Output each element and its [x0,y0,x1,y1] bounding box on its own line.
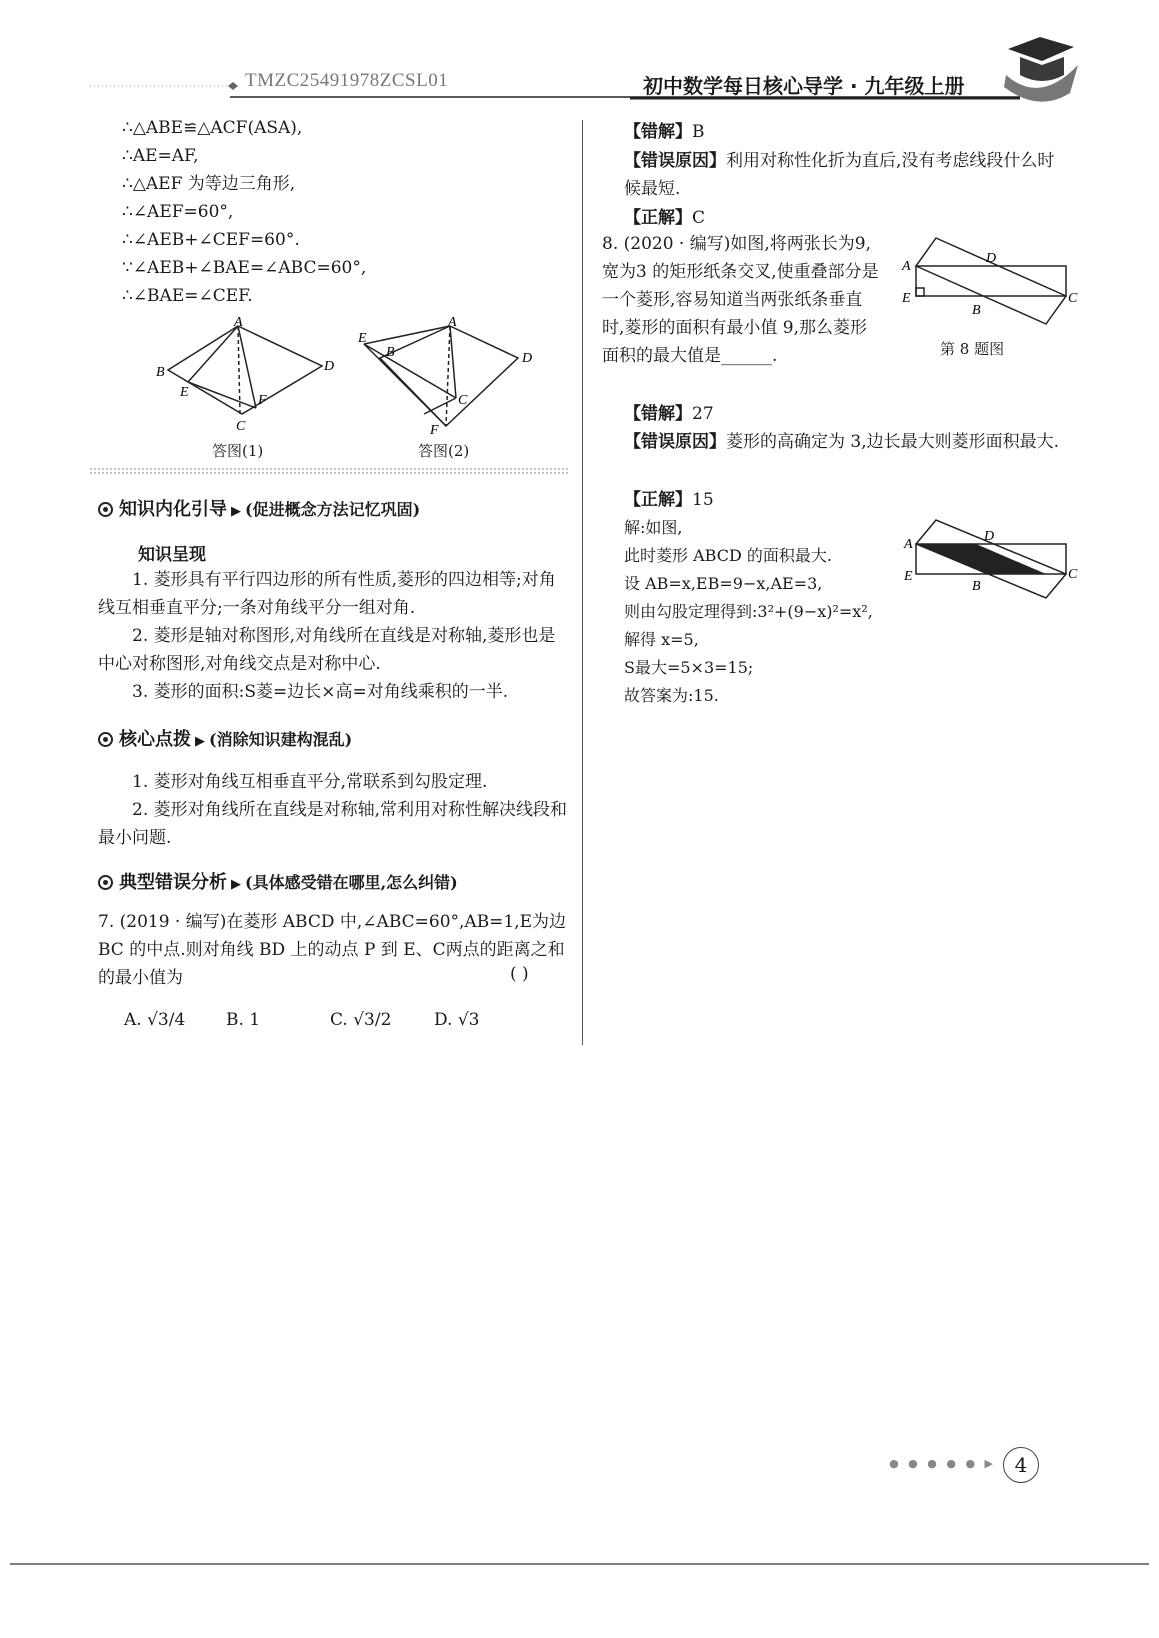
label-D: D [986,251,997,266]
label-E: E [904,569,913,584]
correct-answer-8: 【正解】15 [624,490,714,510]
label-A: A [234,315,243,330]
bottom-rule [0,1560,1159,1570]
proof-line: ∴△AEF 为等边三角形, [122,174,296,194]
label-B: B [156,365,165,380]
book-title: 初中数学每日核心导学 · 九年级上册 [643,74,965,98]
arrow-icon: ▶ [231,504,241,519]
figure-caption: 第 8 题图 [940,340,1005,358]
graduation-cap-icon [1000,35,1080,105]
column-divider [582,120,583,1045]
section-errors: 典型错误分析 ▶ (具体感受错在哪里,怎么纠错) [98,868,458,894]
question-7: 7. (2019 · 编写)在菱形 ABCD 中,∠ABC=60°,AB=1,E为边BC 的中点.则对角线 BD 上的动点 P 到 E、C两点的距离之和的最小值为 [98,912,567,988]
label-C: C [236,419,246,434]
knowledge-item: 3. 菱形的面积:S菱=边长×高=对角线乘积的一半. [132,682,509,702]
arrow-icon: ▶ [231,877,241,892]
solution-line: 解:如图, [624,518,683,537]
proof-line: ∴∠AEF=60°, [122,202,234,222]
header-rule [0,0,1159,110]
label-E: E [902,291,911,306]
error-reason-8: 【错误原因】菱形的高确定为 3,边长最大则菱形面积最大. [624,432,1060,452]
solution-line: 解得 x=5, [624,630,699,649]
answer-parenthesis: ( ) [510,964,529,984]
proof-line: ∴△ABE≌△ACF(ASA), [122,118,303,138]
label-D: D [522,351,533,366]
option-d: D. √3 [434,1010,480,1030]
proof-line: ∴AE=AF, [122,146,199,166]
wrong-answer-7: 【错解】B [624,122,705,142]
core-item: 2. 菱形对角线所在直线是对称轴,常利用对称性解决线段和最小问题. [98,800,568,848]
figure-caption: 答图(1) [212,442,264,460]
error-reason-7: 【错误原因】利用对称性化折为直后,没有考虑线段什么时候最短. [624,151,1055,199]
core-item: 1. 菱形对角线互相垂直平分,常联系到勾股定理. [132,772,488,792]
label-F: F [430,423,439,438]
figure-solution-8 [900,516,1080,606]
label-B: B [972,579,981,594]
section-separator [90,466,570,478]
wrong-answer-8: 【错解】27 [624,404,714,424]
figure-caption: 答图(2) [418,442,470,460]
solution-line: 故答案为:15. [624,686,719,705]
label-D: D [984,529,995,544]
solution-line: 则由勾股定理得到:3²+(9−x)²=x², [624,602,873,621]
label-C: C [1068,567,1078,582]
label-D: D [324,359,335,374]
label-F: F [258,393,267,408]
rhombus-shaded [916,544,1046,574]
knowledge-item: 2. 菱形是轴对称图形,对角线所在直线是对称轴,菱形也是中心对称图形,对角线交点是对称中心. [98,626,556,674]
page-number: 4 [1003,1447,1039,1483]
proof-line: ∴∠BAE=∠CEF. [122,286,253,306]
section-core: 核心点拨 ▶ (消除知识建构混乱) [98,725,352,751]
section-bullet-icon [98,502,113,517]
figure-question-8 [900,232,1080,332]
figure-answer-2 [358,315,538,438]
arrow-icon: ▶ [195,734,205,749]
section-knowledge: 知识内化引导 ▶ (促进概念方法记忆巩固) [98,495,420,521]
label-B: B [972,303,981,318]
section-bullet-icon [98,732,113,747]
correct-answer-7: 【正解】C [624,208,706,228]
knowledge-heading: 知识呈现 [138,545,206,565]
solution-line: S最大=5×3=15; [624,658,754,677]
label-A: A [448,315,457,330]
label-A: A [904,537,913,552]
solution-line: 设 AB=x,EB=9−x,AE=3, [624,574,823,593]
question-8: 8. (2020 · 编写)如图,将两张长为9,宽为3 的矩形纸条交叉,使重叠部分是一个菱形,容易知道当两张纸条垂直时,菱形的面积有最小值 9,那么菱形面积的最大值是______. [602,234,879,366]
proof-line: ∴∠AEB+∠CEF=60°. [122,230,300,250]
option-b: B. 1 [226,1010,261,1030]
section-bullet-icon [98,875,113,890]
label-C: C [1068,291,1078,306]
label-B: B [386,345,395,360]
label-E: E [358,331,367,346]
label-E: E [180,385,189,400]
figure-answer-1 [150,315,335,434]
option-a: A. √3/4 [124,1010,186,1030]
book-code: TMZC25491978ZCSL01 [245,70,449,91]
solution-line: 此时菱形 ABCD 的面积最大. [624,546,832,565]
page-dots: ● ● ● ● ● ▶ [889,1457,996,1470]
knowledge-item: 1. 菱形具有平行四边形的所有性质,菱形的四边相等;对角线互相垂直平分;一条对角线平分一组对角. [98,570,556,618]
proof-line: ∵∠AEB+∠BAE=∠ABC=60°, [122,258,367,278]
label-A: A [902,259,911,274]
option-c: C. √3/2 [330,1010,392,1030]
label-C: C [458,393,468,408]
